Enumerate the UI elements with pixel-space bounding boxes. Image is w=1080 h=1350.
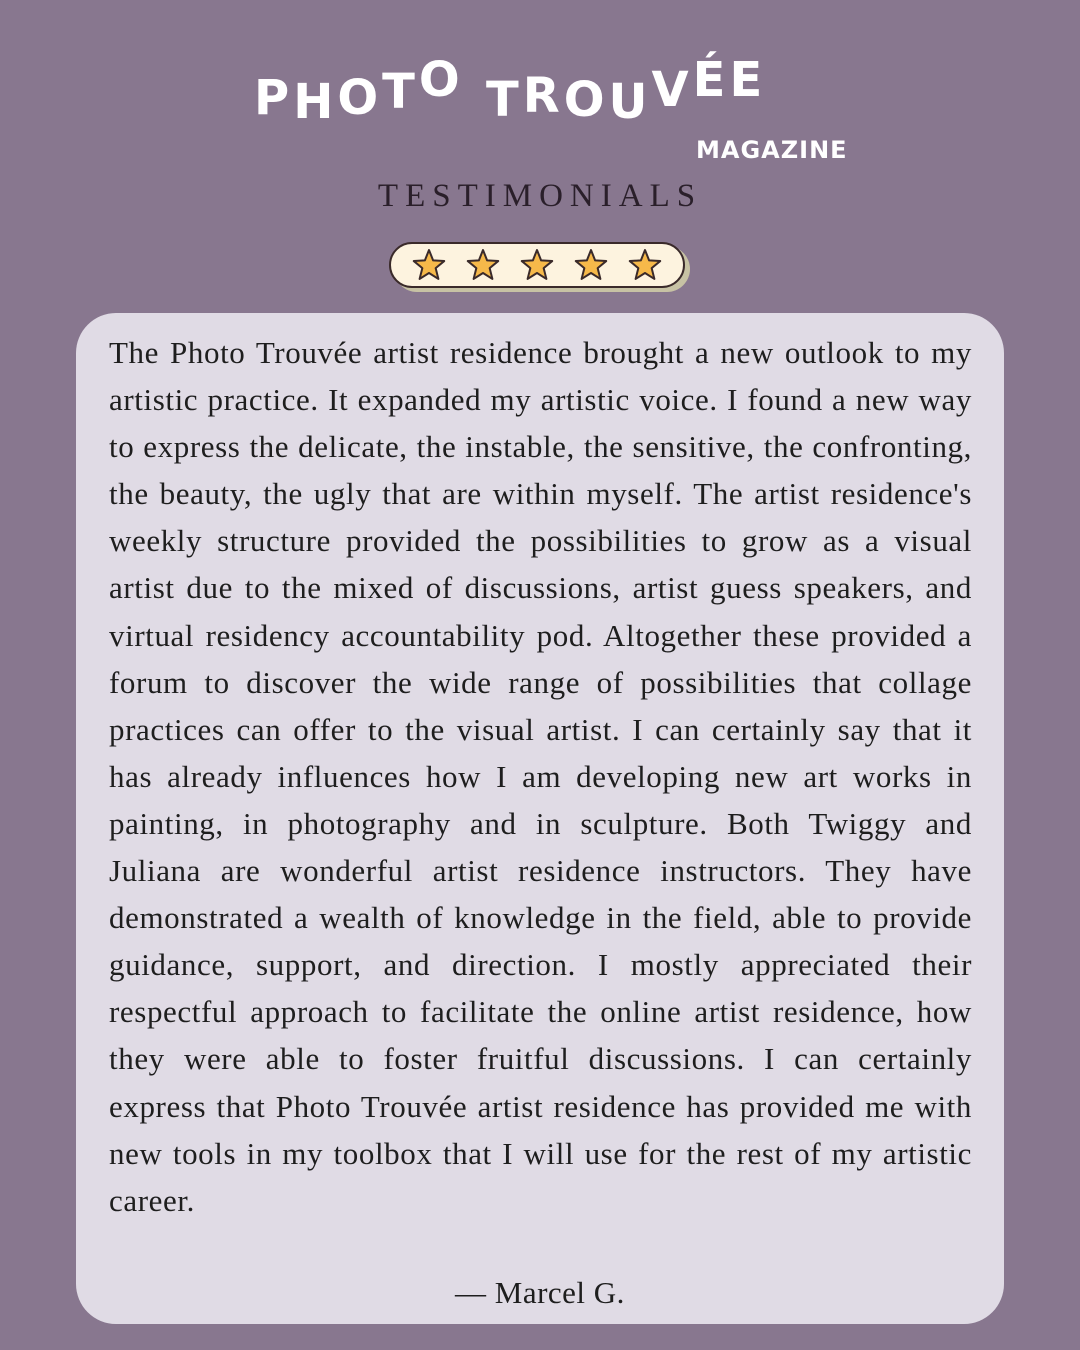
- logo-subtitle: MAGAZINE: [696, 136, 848, 164]
- star-rating: [389, 242, 685, 288]
- testimonial-text: The Photo Trouvée artist residence brought a new outlook to my artistic practice. It expanded my artistic voice. I found a new way to express the delicate, the instable, the sensitive, the confronting, the beauty, the ugly that are within myself. The artist residence's weekly structure provided the possibilities to grow as a visual artist due to the mixed of discussions, artist guess speakers, and virtual residency accountability pod. Altogether these provided a forum to discover the wide range of possibilities that collage practices can offer to the visual artist. I can certainly say that it has already influences how I am developing new art works in painting, in photography and in sculpture. Both Twiggy and Juliana are wonderful artist residence instructors. They have demonstrated a wealth of knowledge in the field, able to provide guidance, support, and direction. I mostly appreciated their respectful approach to facilitate the online artist residence, how they were able to foster fruitful discussions. I can certainly express that Photo Trouvée artist residence has provided me with new tools in my toolbox that I will use for the rest of my artistic career.: [109, 335, 972, 1218]
- logo-letter: H: [293, 74, 338, 130]
- logo-letter: V: [651, 62, 693, 118]
- logo-letter: É: [692, 52, 730, 108]
- magazine-logo: [250, 52, 850, 170]
- logo-letter: O: [337, 70, 383, 126]
- logo-letter: P: [254, 70, 294, 126]
- star-icon: [627, 247, 663, 283]
- logo-letter: O: [563, 72, 609, 128]
- logo-word-photo: [254, 52, 464, 130]
- logo-letter: O: [418, 52, 464, 108]
- logo-letter: R: [522, 68, 564, 124]
- testimonial-author: — Marcel G.: [455, 1275, 625, 1310]
- logo-word-trouvee: [486, 52, 767, 130]
- logo-letter: U: [608, 74, 652, 130]
- logo-letter: T: [382, 64, 419, 120]
- logo-letter: E: [729, 52, 767, 108]
- star-icon: [573, 247, 609, 283]
- section-title: TESTIMONIALS: [377, 178, 703, 214]
- star-icon: [411, 247, 447, 283]
- logo-letter: T: [486, 72, 523, 128]
- star-icon: [519, 247, 555, 283]
- star-icon: [465, 247, 501, 283]
